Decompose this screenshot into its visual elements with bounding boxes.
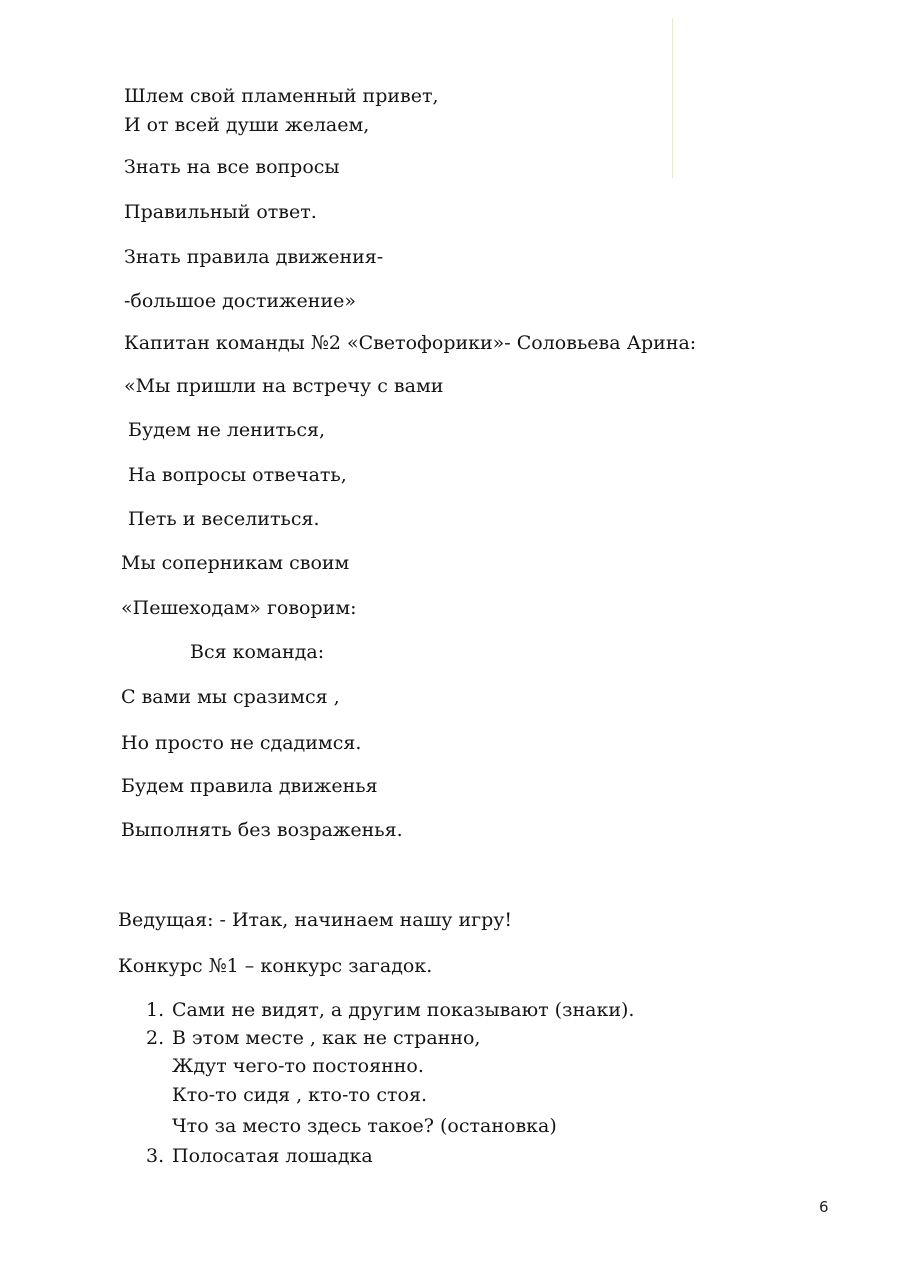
poem-line: С вами мы сразимся , <box>121 686 340 708</box>
poem-line: Но просто не сдадимся. <box>121 732 362 754</box>
poem-line: Будем не лениться, <box>128 419 326 441</box>
poem-line: И от всей души желаем, <box>124 114 370 136</box>
list-item-line: Сами не видят, а другим показывают (знаки). <box>172 999 635 1021</box>
list-number: 2. <box>146 1027 165 1049</box>
list-number: 3. <box>146 1145 165 1167</box>
list-number: 1. <box>146 999 165 1021</box>
poem-line: Выполнять без возраженья. <box>121 819 403 841</box>
poem-line: Мы соперникам своим <box>121 552 350 574</box>
list-item-line: В этом месте , как не странно, <box>172 1027 481 1049</box>
poem-line: Правильный ответ. <box>124 201 317 223</box>
list-item-line: Ждут чего-то постоянно. <box>172 1055 424 1077</box>
poem-line: -большое достижение» <box>124 290 356 312</box>
poem-line: Шлем свой пламенный привет, <box>124 85 439 107</box>
poem-line: Петь и веселиться. <box>128 508 320 530</box>
poem-line: «Пешеходам» говорим: <box>121 597 357 619</box>
list-item-line: Полосатая лошадка <box>172 1145 373 1167</box>
page-number: 6 <box>819 1198 829 1216</box>
poem-line: Знать на все вопросы <box>124 156 340 178</box>
contest-heading: Конкурс №1 – конкурс загадок. <box>118 955 433 977</box>
list-item-line: Кто-то сидя , кто-то стоя. <box>172 1084 428 1106</box>
captain-line: Капитан команды №2 «Светофорики»- Соловьева Арина: <box>124 332 697 354</box>
poem-line: Будем правила движенья <box>121 775 378 797</box>
poem-line: Знать правила движения- <box>124 246 384 268</box>
list-item-line: Что за место здесь такое? (остановка) <box>172 1115 557 1137</box>
margin-line <box>672 18 673 178</box>
poem-line: «Мы пришли на встречу с вами <box>124 375 444 397</box>
team-label: Вся команда: <box>190 641 325 663</box>
host-line: Ведущая: - Итак, начинаем нашу игру! <box>118 909 513 931</box>
poem-line: На вопросы отвечать, <box>128 464 347 486</box>
